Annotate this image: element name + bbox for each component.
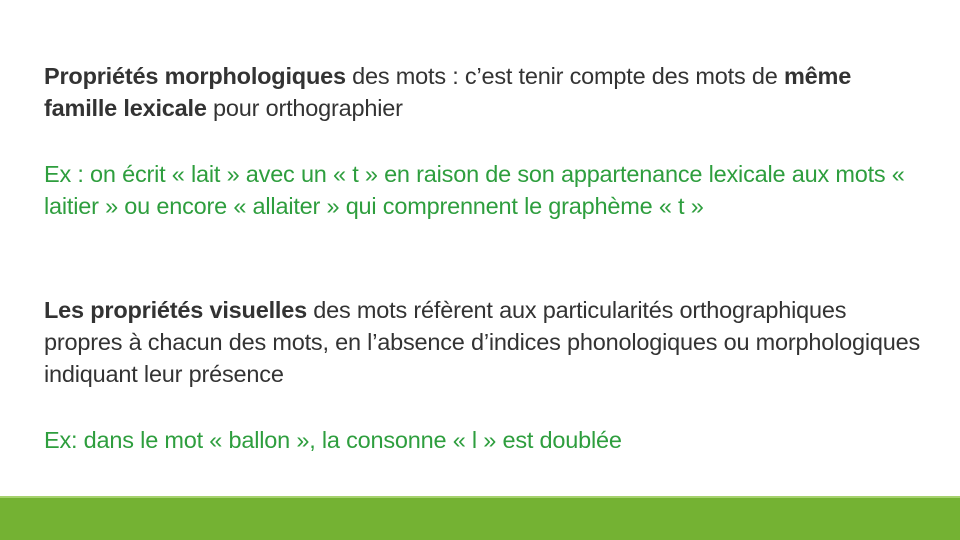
definition-visual [44, 294, 924, 390]
definition-visual-text: des mots réfèrent aux particularités orthographiques propres à chacun des mots, en l’absence d’indices phonologiques ou morphologiques indiquant leur présence [44, 297, 921, 387]
term-visual: Les propriétés visuelles [44, 297, 307, 323]
definition-morphological-text-2: pour orthographier [206, 95, 403, 121]
definition-morphological-text-1: des mots : c’est tenir compte des mots de [345, 63, 784, 89]
term-morphological: Propriétés morphologiques [44, 63, 346, 89]
example-visual: Ex: dans le mot « ballon », la consonne « l » est doublée [44, 427, 622, 453]
example-morphological: Ex : on écrit « lait » avec un « t » en raison de son appartenance lexicale aux mots « laitier » ou encore « allaiter » qui comprennent le graphème « t » [44, 161, 905, 219]
definition-morphological [44, 60, 924, 124]
term-lexical-family: même famille lexicale [44, 63, 852, 121]
footer-bar [0, 498, 960, 540]
